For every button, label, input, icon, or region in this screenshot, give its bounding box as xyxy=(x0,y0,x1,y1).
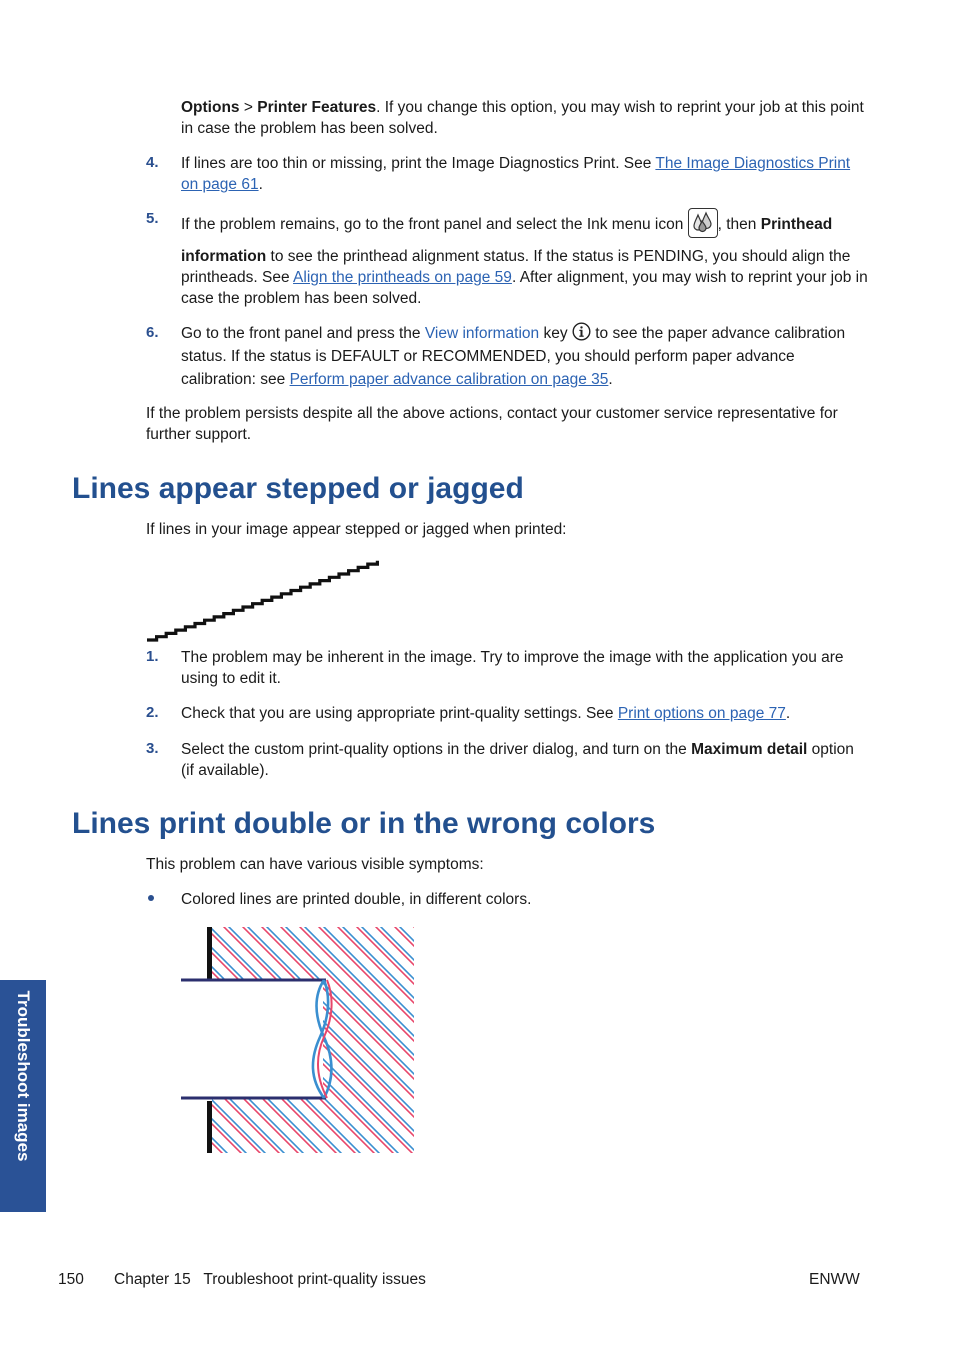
side-tab-label: Troubleshoot images xyxy=(14,990,33,1162)
bullet-dot xyxy=(148,895,154,901)
align-printheads-link[interactable]: Align the printheads on page 59 xyxy=(293,269,512,286)
section-heading-double: Lines print double or in the wrong colors xyxy=(72,807,656,840)
intro-paragraph xyxy=(181,97,871,139)
s1-item-3-after: option (if available). xyxy=(181,741,854,779)
printhead-bold: Printhead xyxy=(760,216,833,234)
sep: > xyxy=(239,99,258,116)
persist-paragraph: If the problem persists despite all the above actions, contact your customer service representative for further support. xyxy=(146,405,838,443)
step-5-number: 5. xyxy=(146,210,159,227)
s1-item-1-text: The problem may be inherent in the image. Try to improve the image with the application you are using to edit it. xyxy=(181,649,844,687)
step-5-body-d: . After alignment, you may wish to reprint your job in case the problem has been solved. xyxy=(181,269,868,307)
step-5-body-a: If the problem remains, go to the front panel and select the Ink menu icon xyxy=(181,216,688,234)
step-5-rest xyxy=(181,246,871,309)
step-6-body-a: Go to the front panel and press the xyxy=(181,325,425,342)
s1-item-2-text xyxy=(181,703,871,724)
step-5-line1 xyxy=(181,210,871,240)
view-information-label: View information xyxy=(424,325,540,342)
section2-intro: This problem can have various visible symptoms: xyxy=(146,856,484,873)
s1-item-3-text xyxy=(181,739,871,781)
info-icon xyxy=(572,322,591,341)
footer-enww: ENWW xyxy=(809,1271,860,1288)
step-4-text xyxy=(181,153,871,195)
s1-item-2-number: 2. xyxy=(146,704,159,721)
information-bold: information xyxy=(181,248,267,265)
intro-rest: . If you change this option, you may wish to reprint your job at this point in case the problem has been solved. xyxy=(181,99,864,137)
footer-chapter: Chapter 15 Troubleshoot print-quality issues xyxy=(114,1271,426,1288)
jagged-line-illustration xyxy=(145,555,381,645)
step-6-after: . xyxy=(608,371,613,388)
section-heading-stepped: Lines appear stepped or jagged xyxy=(72,472,524,505)
print-options-link[interactable]: Print options on page 77 xyxy=(617,705,786,722)
side-tab xyxy=(0,980,46,1212)
maximum-detail-bold: Maximum detail xyxy=(691,741,808,758)
section2-bullet-text: Colored lines are printed double, in different colors. xyxy=(181,891,532,908)
step-4-after: . xyxy=(258,176,263,193)
step-4-body: If lines are too thin or missing, print the Image Diagnostics Print. See xyxy=(181,155,656,172)
step-5-body-b: , then xyxy=(717,216,761,234)
step-6-body-b: key xyxy=(539,325,572,342)
options-bold: Options xyxy=(181,99,240,116)
s1-item-1-number: 1. xyxy=(146,648,159,665)
footer-page-number: 150 xyxy=(58,1271,84,1288)
printer-features-bold: Printer Features xyxy=(257,99,377,116)
s1-item-3-body: Select the custom print-quality options in the driver dialog, and turn on the xyxy=(181,741,692,758)
paper-advance-link[interactable]: Perform paper advance calibration on page 35 xyxy=(289,371,609,388)
double-lines-illustration xyxy=(178,925,418,1157)
step-4-number: 4. xyxy=(146,154,159,171)
s1-item-2-body: Check that you are using appropriate print-quality settings. See xyxy=(181,705,618,722)
step-5-body-c: to see the printhead alignment status. If the status is PENDING, you should align the printheads. See xyxy=(181,248,851,286)
s1-item-2-after: . xyxy=(785,705,791,722)
ink-menu-icon xyxy=(688,208,718,238)
step-6-number: 6. xyxy=(146,324,159,341)
s1-item-3-number: 3. xyxy=(146,740,159,757)
step-6-line1 xyxy=(181,322,871,391)
section1-intro: If lines in your image appear stepped or jagged when printed: xyxy=(146,521,567,538)
step-6-body-c: to see the paper advance calibration status. If the status is DEFAULT or RECOMMENDED, you should perform paper advance calibration: see xyxy=(181,325,846,388)
image-diagnostics-link[interactable]: The Image Diagnostics Print on page 61 xyxy=(181,155,851,193)
